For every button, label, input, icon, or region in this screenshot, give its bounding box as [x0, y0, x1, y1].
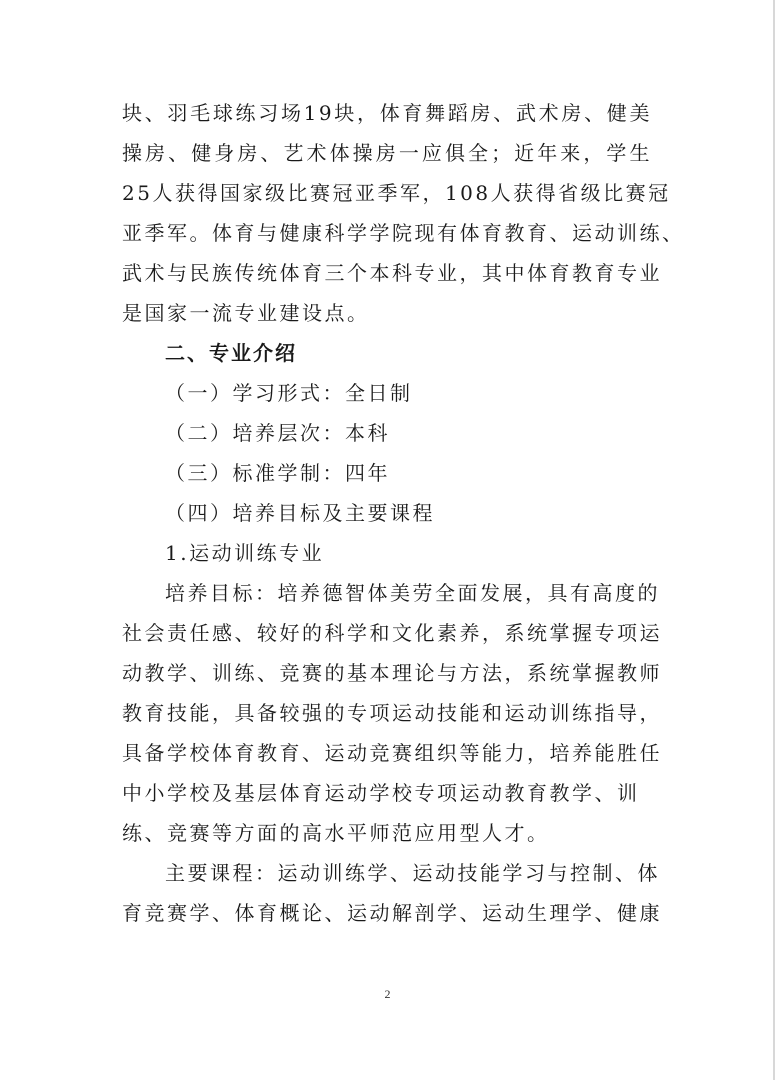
paragraph-line: 25人获得国家级比赛冠亚季军，108人获得省级比赛冠 [122, 181, 671, 205]
paragraph-line: 武术与民族传统体育三个本科专业，其中体育教育专业 [122, 261, 662, 285]
list-item: （一）学习形式：全日制 [165, 381, 413, 405]
paragraph-line: 教育技能，具备较强的专项运动技能和运动训练指导， [122, 701, 662, 725]
paragraph-line: 具备学校体育教育、运动竞赛组织等能力，培养能胜任 [122, 741, 662, 765]
paragraph-line: 培养目标：培养德智体美劳全面发展，具有高度的 [165, 581, 660, 605]
paragraph-line: 练、竞赛等方面的高水平师范应用型人才。 [122, 821, 550, 845]
list-item: （二）培养层次：本科 [165, 421, 390, 445]
paragraph-line: 育竞赛学、体育概论、运动解剖学、运动生理学、健康 [122, 901, 662, 925]
list-item: （三）标准学制：四年 [165, 461, 390, 485]
section-heading: 二、专业介绍 [165, 341, 297, 365]
paragraph-line: 动教学、训练、竞赛的基本理论与方法，系统掌握教师 [122, 661, 662, 685]
paragraph-line: 操房、健身房、艺术体操房一应俱全；近年来，学生 [122, 141, 652, 165]
paragraph-line: 主要课程：运动训练学、运动技能学习与控制、体 [165, 861, 660, 885]
paragraph-line: 块、羽毛球练习场19块，体育舞蹈房、武术房、健美 [122, 101, 652, 125]
paragraph-line: 是国家一流专业建设点。 [122, 301, 370, 325]
list-item: （四）培养目标及主要课程 [165, 501, 435, 525]
page-number: 2 [384, 987, 391, 1001]
subheading: 1.运动训练专业 [165, 541, 325, 565]
paragraph-line: 亚季军。体育与健康科学学院现有体育教育、运动训练、 [122, 221, 685, 245]
paragraph-line: 社会责任感、较好的科学和文化素养，系统掌握专项运 [122, 621, 662, 645]
paragraph-line: 中小学校及基层体育运动学校专项运动教育教学、训 [122, 781, 640, 805]
